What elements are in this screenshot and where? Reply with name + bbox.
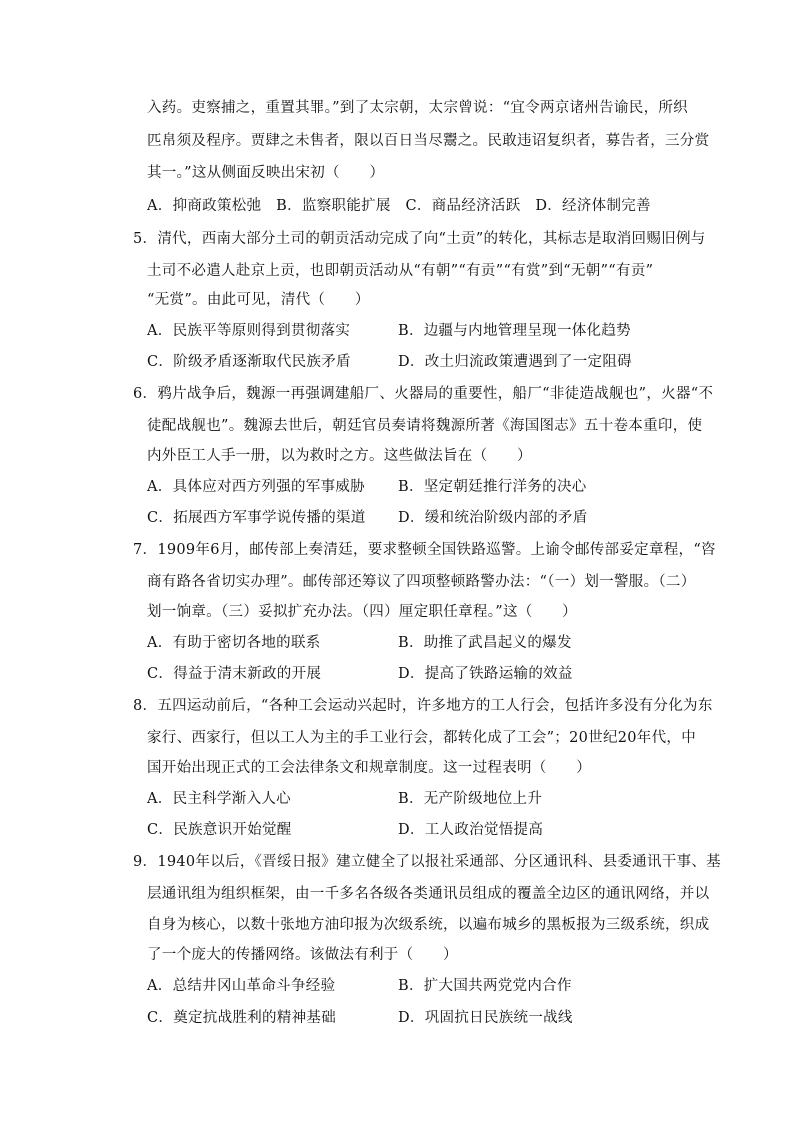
q6-line-1: 6．鸦片战争后，魏源一再强调建船厂、火器局的重要性，船厂“非徒造战舰也”，火器“不 bbox=[133, 386, 714, 402]
q4-line-2: 匹帛须及程序。贾肆之未售者，限以百日当尽鬻之。民敢违诏复织者，募告者，三分赏 bbox=[147, 133, 710, 149]
q6-line-3: 内外臣工人手一册，以为救时之方。这些做法旨在（ ） bbox=[147, 448, 532, 464]
q7-option-b: B．助推了武昌起义的爆发 bbox=[398, 635, 572, 651]
q9-option-a: A．总结井冈山革命斗争经验 bbox=[147, 978, 336, 994]
q9-line-3: 自身为核心，以数十张地方油印报为次级系统，以遍布城乡的黑板报为三级系统，织成 bbox=[147, 917, 710, 933]
q5-line-3: “无赏”。由此可见，清代（ ） bbox=[147, 292, 370, 308]
q9-line-1: 9．1940年以后，《晋绥日报》建立健全了以报社采通部、分区通讯科、县委通讯干事、基 bbox=[133, 854, 721, 870]
q5-line-1: 5．清代，西南大部分土司的朝贡活动完成了向“土贡”的转化，其标志是取消回赐旧例与 bbox=[133, 231, 706, 247]
q7-line-3: 划一饷章。（三）妥拟扩充办法。（四）厘定职任章程。”这（ ） bbox=[147, 604, 577, 620]
q8-option-b: B．无产阶级地位上升 bbox=[398, 791, 543, 807]
q7-option-d: D．提高了铁路运输的效益 bbox=[398, 666, 573, 682]
q9-option-d: D．巩固抗日民族统一战线 bbox=[398, 1010, 573, 1026]
q5-option-d: D．改土归流政策遭遇到了一定阻碍 bbox=[398, 354, 632, 370]
q9-line-4: 了一个庞大的传播网络。该做法有利于（ ） bbox=[147, 947, 458, 963]
q4-line-3: 其一。”这从侧面反映出宋初（ ） bbox=[147, 165, 385, 181]
q7-option-a: A．有助于密切各地的联系 bbox=[147, 635, 321, 651]
q8-line-2: 家行、西家行，但以工人为主的手工业行会，都转化成了工会”；20世纪20年代，中 bbox=[147, 730, 697, 746]
q6-option-b: B．坚定朝廷推行洋务的决心 bbox=[398, 479, 587, 495]
q5-line-2: 土司不必遣人赴京上贡，也即朝贡活动从“有朝”“有贡”“有赏”到“无朝”“有贡” bbox=[147, 263, 654, 279]
q4-options: A．抑商政策松弛 B．监察职能扩展 C．商品经济活跃 D．经济体制完善 bbox=[147, 198, 651, 214]
q6-option-a: A．具体应对西方列强的军事威胁 bbox=[147, 479, 365, 495]
q6-option-d: D．缓和统治阶级内部的矛盾 bbox=[398, 510, 588, 526]
q5-option-c: C．阶级矛盾逐渐取代民族矛盾 bbox=[147, 354, 351, 370]
q7-line-1: 7．1909年6月，邮传部上奏清廷，要求整顿全国铁路巡警。上谕令邮传部妥定章程，“咨 bbox=[133, 542, 716, 558]
q8-option-a: A．民主科学渐入人心 bbox=[147, 791, 291, 807]
q5-option-a: A．民族平等原则得到贯彻落实 bbox=[147, 323, 351, 339]
q8-line-1: 8．五四运动前后，“各种工会运动兴起时，许多地方的工人行会，包括许多没有分化为东 bbox=[133, 698, 713, 714]
q5-option-b: B．边疆与内地管理呈现一体化趋势 bbox=[398, 323, 631, 339]
q7-option-c: C．得益于清末新政的开展 bbox=[147, 666, 322, 682]
q8-option-c: C．民族意识开始觉醒 bbox=[147, 822, 292, 838]
q9-line-2: 层通讯组为组织框架，由一千多名各级各类通讯员组成的覆盖全边区的通讯网络，并以 bbox=[147, 886, 710, 902]
q8-option-d: D．工人政治觉悟提高 bbox=[398, 822, 544, 838]
q6-line-2: 徒配战舰也”。魏源去世后，朝廷官员奏请将魏源所著《海国图志》五十卷本重印，使 bbox=[147, 418, 703, 434]
q9-option-c: C．奠定抗战胜利的精神基础 bbox=[147, 1010, 336, 1026]
q9-option-b: B．扩大国共两党党内合作 bbox=[398, 978, 572, 994]
q4-line-1: 入药。吏察捕之，重置其罪。”到了太宗朝，太宗曾说：“宜令两京诸州告谕民，所织 bbox=[147, 100, 688, 116]
q8-line-3: 国开始出现正式的工会法律条文和规章制度。这一过程表明（ ） bbox=[147, 760, 591, 776]
q7-line-2: 商有路各省切实办理”。邮传部还筹议了四项整顿路警办法：“（一）划一警服。（二） bbox=[147, 574, 696, 590]
q6-option-c: C．拓展西方军事学说传播的渠道 bbox=[147, 510, 366, 526]
